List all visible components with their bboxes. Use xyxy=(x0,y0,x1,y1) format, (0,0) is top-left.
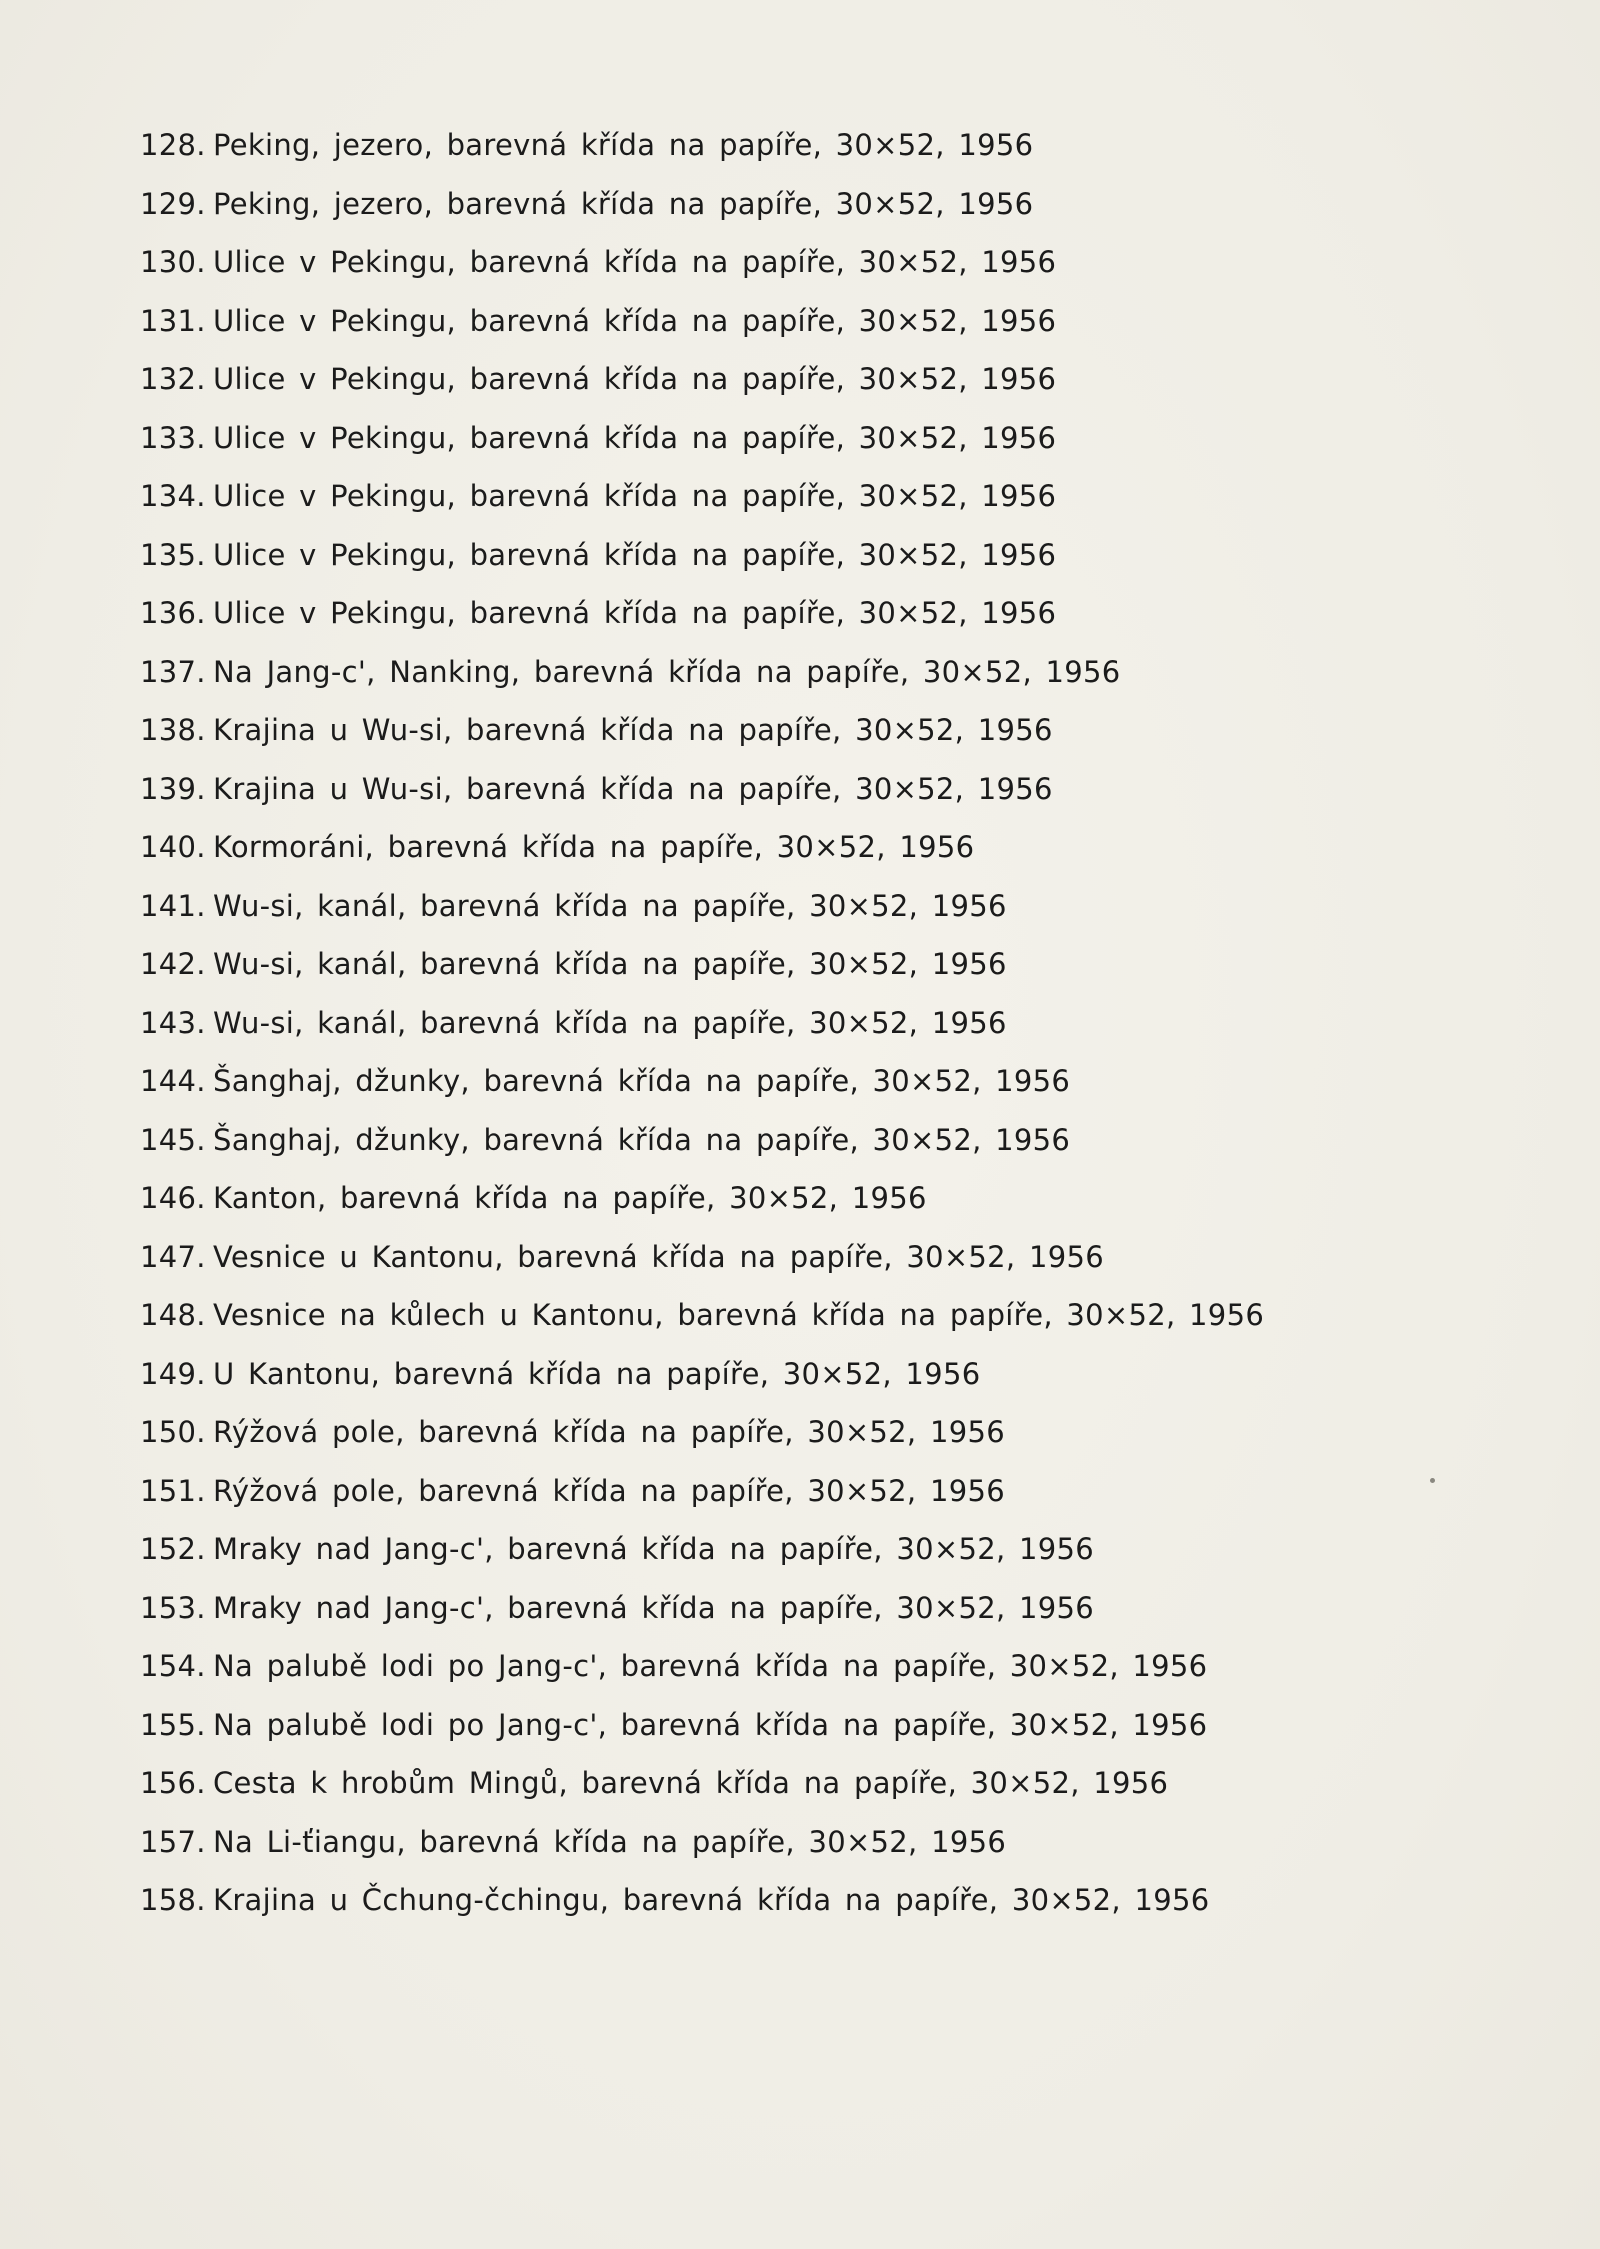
paper-speck xyxy=(1430,1478,1435,1483)
list-item xyxy=(140,1591,1520,1650)
list-item xyxy=(140,1064,1520,1123)
entry-text: Ulice v Pekingu, barevná křída na papíře, 30×52, 1956 xyxy=(213,303,1057,338)
entry-number: 133. xyxy=(140,420,206,455)
entry-number: 153. xyxy=(140,1590,206,1625)
catalogue-list xyxy=(140,128,1520,1942)
entry-number: 140. xyxy=(140,830,206,864)
entry-number: 139. xyxy=(140,771,206,806)
entry-text: Mraky nad Jang-c', barevná křída na papíře, 30×52, 1956 xyxy=(213,1590,1094,1625)
list-item xyxy=(140,655,1520,714)
entry-number: 147. xyxy=(140,1239,206,1274)
list-item xyxy=(140,1766,1520,1825)
entry-number: 132. xyxy=(140,362,206,396)
entry-number: 136. xyxy=(140,596,206,630)
entry-number: 158. xyxy=(140,1883,206,1917)
entry-text: Krajina u Wu-si, barevná křída na papíře, 30×52, 1956 xyxy=(213,713,1053,747)
entry-text: Vesnice na kůlech u Kantonu, barevná křída na papíře, 30×52, 1956 xyxy=(213,1298,1265,1332)
entry-text: Rýžová pole, barevná křída na papíře, 30×52, 1956 xyxy=(213,1415,1005,1449)
entry-number: 141. xyxy=(140,888,206,923)
entry-number: 150. xyxy=(140,1415,206,1449)
entry-number: 146. xyxy=(140,1181,206,1215)
list-item xyxy=(140,1123,1520,1182)
list-item xyxy=(140,1006,1520,1065)
entry-text: Na Jang-c', Nanking, barevná křída na papíře, 30×52, 1956 xyxy=(213,654,1121,689)
list-item xyxy=(140,128,1520,187)
list-item xyxy=(140,947,1520,1006)
entry-text: Wu-si, kanál, barevná křída na papíře, 30×52, 1956 xyxy=(213,947,1007,981)
entry-text: Wu-si, kanál, barevná křída na papíře, 30×52, 1956 xyxy=(213,1005,1007,1040)
entry-number: 148. xyxy=(140,1298,206,1332)
list-item xyxy=(140,1181,1520,1240)
entry-text: Ulice v Pekingu, barevná křída na papíře, 30×52, 1956 xyxy=(213,479,1057,513)
entry-number: 156. xyxy=(140,1766,206,1800)
entry-text: Wu-si, kanál, barevná křída na papíře, 30×52, 1956 xyxy=(213,888,1007,923)
entry-number: 134. xyxy=(140,479,206,513)
list-item xyxy=(140,1357,1520,1416)
entry-number: 142. xyxy=(140,947,206,981)
entry-number: 135. xyxy=(140,537,206,572)
entry-number: 138. xyxy=(140,713,206,747)
entry-number: 154. xyxy=(140,1649,206,1683)
entry-text: Cesta k hrobům Mingů, barevná křída na papíře, 30×52, 1956 xyxy=(213,1766,1169,1800)
entry-text: Vesnice u Kantonu, barevná křída na papíře, 30×52, 1956 xyxy=(213,1239,1104,1274)
entry-text: Krajina u Čchung-čchingu, barevná křída na papíře, 30×52, 1956 xyxy=(213,1883,1210,1917)
entry-text: Ulice v Pekingu, barevná křída na papíře, 30×52, 1956 xyxy=(213,362,1057,396)
entry-text: Ulice v Pekingu, barevná křída na papíře, 30×52, 1956 xyxy=(213,537,1057,572)
list-item xyxy=(140,245,1520,304)
list-item xyxy=(140,1240,1520,1299)
list-item xyxy=(140,713,1520,772)
list-item xyxy=(140,421,1520,480)
entry-number: 145. xyxy=(140,1122,206,1157)
entry-number: 144. xyxy=(140,1064,206,1098)
list-item xyxy=(140,1415,1520,1474)
entry-number: 151. xyxy=(140,1473,206,1508)
list-item xyxy=(140,889,1520,948)
list-item xyxy=(140,1532,1520,1591)
list-item xyxy=(140,1649,1520,1708)
entry-text: Na Li-ťiangu, barevná křída na papíře, 30×52, 1956 xyxy=(213,1824,1007,1859)
list-item xyxy=(140,304,1520,363)
entry-text: U Kantonu, barevná křída na papíře, 30×52, 1956 xyxy=(213,1356,981,1391)
entry-text: Šanghaj, džunky, barevná křída na papíře, 30×52, 1956 xyxy=(213,1064,1071,1098)
entry-number: 157. xyxy=(140,1824,206,1859)
list-item xyxy=(140,538,1520,597)
entry-text: Ulice v Pekingu, barevná křída na papíře, 30×52, 1956 xyxy=(213,245,1057,279)
entry-text: Mraky nad Jang-c', barevná křída na papíře, 30×52, 1956 xyxy=(213,1532,1094,1566)
list-item xyxy=(140,1298,1520,1357)
list-item xyxy=(140,362,1520,421)
entry-number: 149. xyxy=(140,1356,206,1391)
list-item xyxy=(140,772,1520,831)
entry-text: Kormoráni, barevná křída na papíře, 30×52, 1956 xyxy=(213,830,975,864)
entry-text: Ulice v Pekingu, barevná křída na papíře, 30×52, 1956 xyxy=(213,420,1057,455)
list-item xyxy=(140,1474,1520,1533)
entry-text: Peking, jezero, barevná křída na papíře, 30×52, 1956 xyxy=(213,128,1034,162)
entry-text: Na palubě lodi po Jang-c', barevná křída na papíře, 30×52, 1956 xyxy=(213,1707,1208,1742)
entry-text: Na palubě lodi po Jang-c', barevná křída na papíře, 30×52, 1956 xyxy=(213,1649,1208,1683)
list-item xyxy=(140,1883,1520,1942)
entry-number: 129. xyxy=(140,186,206,221)
entry-number: 152. xyxy=(140,1532,206,1566)
entry-number: 128. xyxy=(140,128,206,162)
entry-number: 131. xyxy=(140,303,206,338)
entry-text: Rýžová pole, barevná křída na papíře, 30×52, 1956 xyxy=(213,1473,1005,1508)
list-item xyxy=(140,596,1520,655)
entry-text: Šanghaj, džunky, barevná křída na papíře, 30×52, 1956 xyxy=(213,1122,1071,1157)
list-item xyxy=(140,479,1520,538)
entry-number: 130. xyxy=(140,245,206,279)
entry-number: 137. xyxy=(140,654,206,689)
entry-number: 155. xyxy=(140,1707,206,1742)
entry-text: Ulice v Pekingu, barevná křída na papíře, 30×52, 1956 xyxy=(213,596,1057,630)
list-item xyxy=(140,1708,1520,1767)
entry-text: Peking, jezero, barevná křída na papíře, 30×52, 1956 xyxy=(213,186,1034,221)
list-item xyxy=(140,1825,1520,1884)
list-item xyxy=(140,830,1520,889)
list-item xyxy=(140,187,1520,246)
entry-text: Kanton, barevná křída na papíře, 30×52, 1956 xyxy=(213,1181,927,1215)
entry-number: 143. xyxy=(140,1005,206,1040)
entry-text: Krajina u Wu-si, barevná křída na papíře, 30×52, 1956 xyxy=(213,771,1053,806)
